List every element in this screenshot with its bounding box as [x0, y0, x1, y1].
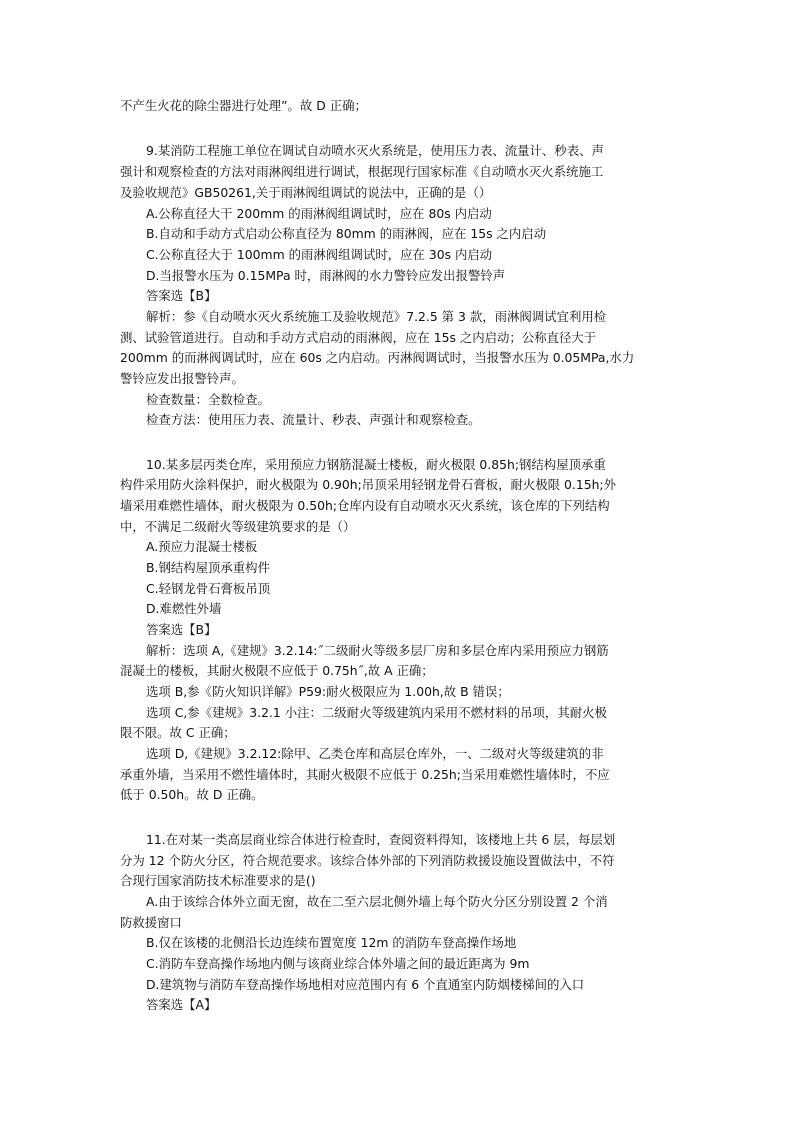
- option-a: A.公称直径大干 200mm 的雨淋阀组调试时，应在 80s 内启动: [146, 206, 492, 221]
- text-line: 承重外墙，当采用不燃性墙体时，其耐火极限不应低于 0.25h;当采用难燃性墙体时，不应: [120, 767, 610, 782]
- text-line: 限不限。故 C 正确；: [120, 725, 236, 740]
- text-line: 警铃应发出报警铃声。: [120, 371, 244, 386]
- text-line: 构件采用防火涂料保护，耐火极限为 0.90h;吊顶采用轻钢龙骨石膏板，耐火极限 0.15h;外: [120, 477, 616, 492]
- option-b: B.钢结构屋顶承重构件: [146, 560, 270, 575]
- text-line: 防救援窗口: [120, 915, 182, 930]
- text-line: 强计和观察检查的方法对雨淋阀组进行调试，根据现行国家标准《自动喷水灭火系统施工: [120, 164, 604, 179]
- text-line: 混凝土的楼板，其耐火极限不应低于 0.75h˝,故 A 正确；: [120, 663, 434, 678]
- text-line: 选项 D,《建规》3.2.12:除甲、乙类仓库和高层仓库外，一、二级对火等级建筑的非: [146, 746, 604, 761]
- option-d: D.难燃性外墙: [146, 601, 222, 616]
- answer-line: 答案选【A】: [146, 997, 217, 1012]
- option-c: C.公称直径大于 100mm 的雨淋阀组调试时，应在 30s 内启动: [146, 247, 493, 262]
- text-line: 检查数量：全数检查。: [146, 392, 270, 407]
- option-d: D.当报警水压为 0.15MPa 时，雨淋阀的水力警铃应发出报警铃声: [146, 268, 506, 283]
- text-line: 200mm 的而淋阀调试时，应在 60s 之内启动。丙淋阀调试时，当报警水压为 0.05MPa,水力: [120, 350, 635, 365]
- analysis-line: 解析：选项 A,《建规》3.2.14:˝二级耐火等级多层厂房和多层仓库内采用预应力钢筋: [146, 643, 609, 658]
- option-b: B.仅在该楼的北侧沿长边连续布置宽度 12m 的消防车登高操作场地: [146, 935, 517, 950]
- text-line: 低于 0.50h。故 D 正确。: [120, 787, 264, 802]
- text-line: 中，不满足二级耐火等级建筑要求的是（）: [120, 519, 356, 534]
- option-b: B.自动和手动方式启动公称直径为 80mm 的雨淋阀，应在 15s 之内启动: [146, 226, 547, 241]
- question-10-stem: 10.某多层丙类仓库，采用预应力钢筋混凝士楼板，耐火极限 0.85h;钢结构屋顶承重: [146, 457, 606, 472]
- text-line: 测、试验管道进行。自动和手动方式启动的雨淋阀，应在 15s 之内启动；公称直径大于: [120, 330, 597, 345]
- answer-line: 答案选【B】: [146, 288, 217, 303]
- question-9-stem: 9.某消防工程施工单位在调试自动喷水灭火系统是，使用压力表、流量计、秒表、声: [146, 143, 604, 158]
- text-line: 及验收规范》GB50261,关于雨淋阀组调试的说法中，正确的是（）: [120, 185, 492, 200]
- option-a: A.预应力混凝士楼板: [146, 539, 258, 554]
- option-c: C.消防车登高操作场地内侧与该商业综合体外墙之间的最近距离为 9m: [146, 956, 530, 971]
- option-a: A.由于该综合体外立面无窗，故在二至六层北侧外墙上每个防火分区分别设置 2 个消: [146, 894, 608, 909]
- text-line: 不产生火花的除尘器进行处理”。故 D 正确；: [120, 98, 367, 113]
- text-line: 选项 C,参《建规》3.2.1 小注：二级耐火等级建筑内采用不燃材料的吊项，其耐火极: [146, 705, 607, 720]
- question-11-stem: 11.在对某一类高层商业综合体进行检查时，查阅资料得知，该楼地上共 6 层，每层划: [146, 832, 616, 847]
- option-c: C.轻钢龙骨石膏板吊顶: [146, 581, 271, 596]
- answer-line: 答案选【B】: [146, 622, 217, 637]
- text-line: 检查方法：使用压力表、流量计、秒表、声强计和观察检查。: [146, 412, 481, 427]
- option-d: D.建筑物与消防车登高操作场地相对应范围内有 6 个直通室内防烟楼梯间的入口: [146, 977, 585, 992]
- text-line: 选项 B,参《防火知识详解》P59:耐火极限应为 1.00h,故 B 错误；: [146, 684, 510, 699]
- text-line: 分为 12 个防火分区，符合规范要求。该综合体外部的下列消防救援设施设置做法中，不符: [120, 853, 615, 868]
- text-line: 合现行国家消防技术标准要求的是(): [120, 873, 316, 888]
- text-line: 墙采用难燃性墙体，耐火极限为 0.50h;仓库内设有自动喷水灭火系统，该仓库的下列结构: [120, 498, 610, 513]
- analysis-line: 解析：参《自动喷水灭火系统施工及验收规范》7.2.5 第 3 款，雨淋阀调试宜利用检: [146, 309, 607, 324]
